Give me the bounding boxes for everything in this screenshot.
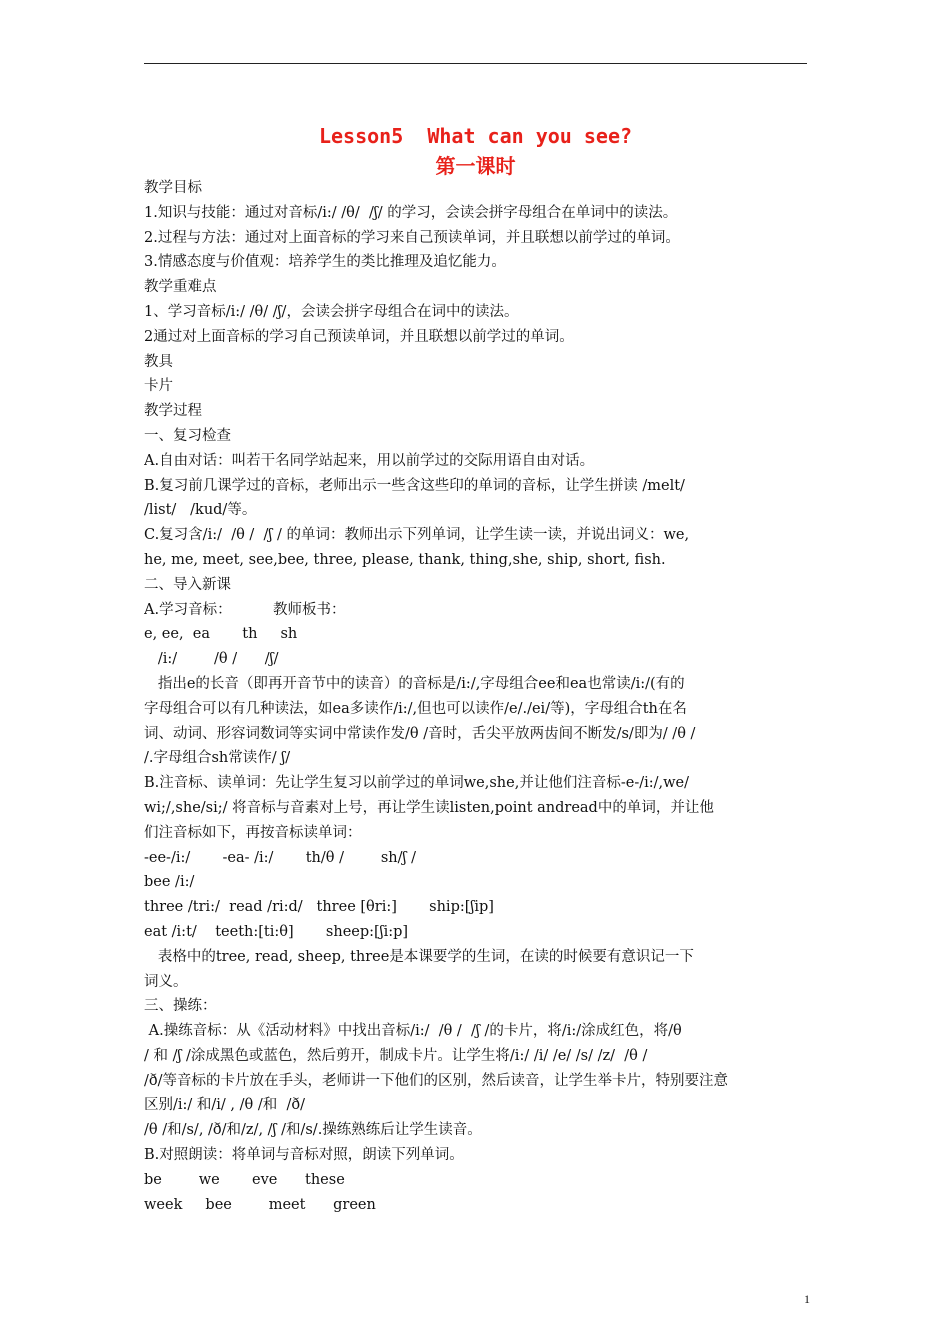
text-line: B.对照朗读：将单词与音标对照，朗读下列单词。: [144, 1147, 464, 1164]
text-line: eat /i:t/ teeth:[ti:θ] sheep:[ʃi:p]: [144, 923, 409, 940]
text-line: 二、导入新课: [144, 576, 231, 593]
text-line: e, ee, ea th sh: [144, 626, 298, 643]
text-line: 区别/i:/ 和/i/ , /θ /和 /ð/: [144, 1097, 305, 1114]
text-line: wi;/,she/si;/ 将音标与音素对上号，再让学生读listen,point andread中的单词，并让他: [144, 799, 714, 816]
document-body: [144, 176, 807, 1217]
text-line: be we eve these: [144, 1171, 345, 1188]
text-line: 们注音标如下，再按音标读单词：: [144, 824, 362, 841]
text-line: 词义。: [144, 973, 188, 990]
text-line: A.自由对话：叫若干名同学站起来，用以前学过的交际用语自由对话。: [144, 452, 595, 469]
text-line: 卡片: [144, 378, 173, 395]
text-line: / 和 /ʃ /涂成黑色或蓝色，然后剪开，制成卡片。让学生将/i:/ /i/ /e/ /s/ /z/ /θ /: [144, 1047, 648, 1064]
text-line: /i:/ /θ / /ʃ/: [144, 651, 279, 668]
text-line: A.学习音标： 教师板书：: [144, 601, 346, 618]
text-line: 1.知识与技能：通过对音标/i:/ /θ/ /ʃ/ 的学习，会读会拼字母组合在单词中的读法。: [144, 204, 678, 221]
text-line: 字母组合可以有几种读法，如ea多读作/i:/,但也可以读作/e/./ei/等)，字母组合th在名: [144, 700, 687, 717]
text-line: 1、学习音标/i:/ /θ/ /ʃ/，会读会拼字母组合在词中的读法。: [144, 303, 519, 320]
text-line: 指出e的长音（即再开音节中的读音）的音标是/i:/,字母组合ee和ea也常读/i:/(有的: [144, 675, 685, 692]
text-line: 2通过对上面音标的学习自己预读单词，并且联想以前学过的单词。: [144, 328, 574, 345]
text-line: 3.情感态度与价值观：培养学生的类比推理及追忆能力。: [144, 254, 506, 271]
text-line: -ee-/i:/ -ea- /i:/ th/θ / sh/ʃ /: [144, 849, 416, 866]
header-rule: [144, 63, 807, 64]
text-line: three /tri:/ read /ri:d/ three [θri:] ship:[ʃip]: [144, 899, 494, 916]
lesson-subtitle: 第一课时: [435, 154, 516, 178]
text-line: 教学过程: [144, 403, 202, 420]
text-line: 表格中的tree, read, sheep, three是本课要学的生词，在读的时候要有意识记一下: [144, 948, 694, 965]
text-line: 教具: [144, 353, 173, 370]
lesson-title: Lesson5 What can you see?: [318, 124, 633, 148]
text-line: week bee meet green: [144, 1196, 376, 1213]
text-line: bee /i:/: [144, 874, 195, 891]
text-line: /ð/等音标的卡片放在手头，老师讲一下他们的区别，然后读音，让学生举卡片，特别要注意: [144, 1072, 728, 1089]
text-line: 教学重难点: [144, 279, 217, 296]
page-number: 1: [804, 1292, 810, 1306]
text-line: /.字母组合sh常读作/ ʃ/: [144, 750, 291, 767]
text-line: B.注音标、读单词：先让学生复习以前学过的单词we,she,并让他们注音标-e-/i:/,we/: [144, 775, 689, 792]
text-line: he, me, meet, see,bee, three, please, thank, thing,she, ship, short, fish.: [144, 551, 666, 568]
text-line: /list/ /kud/等。: [144, 502, 257, 519]
text-line: 三、操练：: [144, 998, 217, 1015]
text-line: B.复习前几课学过的音标，老师出示一些含这些印的单词的音标，让学生拼读 /melt/: [144, 477, 685, 494]
text-line: 2.过程与方法：通过对上面音标的学习来自己预读单词，并且联想以前学过的单词。: [144, 229, 680, 246]
text-line: 词、动词、形容词数词等实词中常读作发/θ /音时，舌尖平放两齿间不断发/s/即为/ /θ /: [144, 725, 696, 742]
text-line: A.操练音标：从《活动材料》中找出音标/i:/ /θ / /ʃ /的卡片，将/i:/涂成红色，将/θ: [144, 1023, 682, 1040]
text-line: C.复习含/i:/ /θ / /ʃ / 的单词：教师出示下列单词，让学生读一读，并说出词义：we,: [144, 527, 690, 544]
text-line: 教学目标: [144, 180, 202, 196]
text-line: 一、复习检查: [144, 427, 231, 444]
text-line: /θ /和/s/, /ð/和/z/, /ʃ /和/s/.操练熟练后让学生读音。: [144, 1122, 482, 1139]
